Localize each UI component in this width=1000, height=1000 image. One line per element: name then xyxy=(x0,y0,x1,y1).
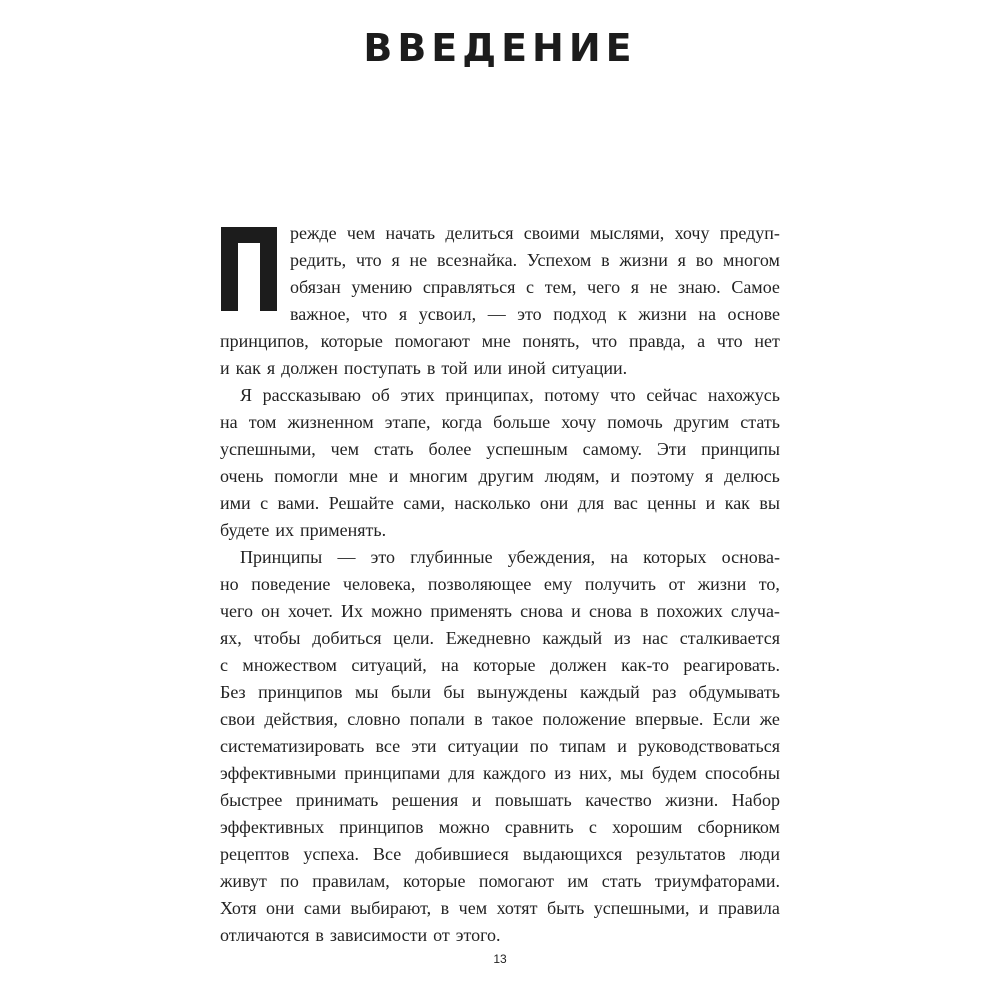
word: что xyxy=(591,331,618,351)
text-line xyxy=(220,625,780,652)
text-line xyxy=(220,544,780,571)
word: типам xyxy=(559,736,607,756)
word: к xyxy=(618,304,627,324)
word: или xyxy=(473,358,502,378)
page-number: 13 xyxy=(493,952,507,966)
word: редить, xyxy=(290,250,347,270)
word: многом xyxy=(722,250,780,270)
word: добившиеся xyxy=(415,844,509,864)
word: больше xyxy=(493,412,551,432)
word: принципов xyxy=(258,682,343,702)
word: и xyxy=(220,358,230,378)
word: принципов xyxy=(339,817,424,837)
word: Самое xyxy=(731,277,780,297)
word: жизни xyxy=(619,250,668,270)
word: применять. xyxy=(299,520,387,540)
word: как xyxy=(235,358,261,378)
word: этих xyxy=(400,385,435,405)
word: сейчас xyxy=(646,385,698,405)
word: должен xyxy=(549,655,607,675)
word: умению xyxy=(351,277,413,297)
word: вами. xyxy=(277,493,320,513)
word: этого. xyxy=(455,925,501,945)
word: помогают xyxy=(394,331,470,351)
text-line xyxy=(220,517,780,544)
word: жизненном xyxy=(287,412,374,432)
word: применять xyxy=(430,601,512,621)
word: быстрее xyxy=(220,790,283,810)
word: успешным xyxy=(486,439,568,459)
word: им xyxy=(567,871,589,891)
word: на xyxy=(220,412,238,432)
word: с xyxy=(260,493,269,513)
word: нет xyxy=(754,331,780,351)
word: хочу xyxy=(561,412,597,432)
word: ситуаций, xyxy=(351,655,427,675)
word: все xyxy=(375,736,401,756)
word: я xyxy=(391,250,400,270)
word: каждый xyxy=(579,682,640,702)
text-line xyxy=(220,652,780,679)
word: с xyxy=(220,655,228,675)
word: они xyxy=(540,493,569,513)
word: знаю. xyxy=(677,277,721,297)
word: добиться xyxy=(312,628,382,648)
word: глубинные xyxy=(410,547,493,567)
word: которые xyxy=(403,871,466,891)
word: чего xyxy=(220,601,253,621)
word: он xyxy=(261,601,280,621)
word: Решайте xyxy=(328,493,394,513)
word: тем, xyxy=(544,277,577,297)
word: в xyxy=(426,358,436,378)
word: подход xyxy=(553,304,607,324)
text-line xyxy=(220,409,780,436)
word: Все xyxy=(372,844,402,864)
word: цели. xyxy=(393,628,435,648)
word: в xyxy=(315,925,324,945)
word: правила xyxy=(718,898,780,918)
word: были xyxy=(390,682,431,702)
word: Я xyxy=(240,385,253,405)
word: них, xyxy=(579,763,612,783)
word: отличаются xyxy=(220,925,310,945)
word: быть xyxy=(546,898,585,918)
word: Если xyxy=(712,709,751,729)
word: в xyxy=(474,709,483,729)
word: делиться xyxy=(445,223,514,243)
word: позволяющее xyxy=(427,574,532,594)
word: помочь xyxy=(607,412,663,432)
word: что xyxy=(361,304,388,324)
word: успешными, xyxy=(593,898,690,918)
word: вас xyxy=(613,493,638,513)
word: той xyxy=(441,358,468,378)
word: но xyxy=(220,574,239,594)
word: как xyxy=(724,493,750,513)
word: такое xyxy=(491,709,534,729)
text-line xyxy=(220,814,780,841)
word: и xyxy=(705,493,716,513)
text-line xyxy=(220,490,780,517)
word: своими xyxy=(523,223,580,243)
word: не xyxy=(409,250,428,270)
word: нахожусь xyxy=(707,385,780,405)
word: поэтому xyxy=(630,466,695,486)
word: и xyxy=(471,790,482,810)
word: стать xyxy=(740,412,780,432)
word: Ежедневно xyxy=(445,628,531,648)
word: ими xyxy=(220,493,251,513)
word: из xyxy=(554,763,571,783)
word: что xyxy=(355,250,382,270)
word: эффективными xyxy=(220,763,337,783)
word: ситуации xyxy=(447,736,519,756)
word: реагировать. xyxy=(683,655,780,675)
word: я xyxy=(704,466,714,486)
word: жизни xyxy=(638,304,687,324)
word: с xyxy=(526,277,535,297)
word: хочу xyxy=(674,223,710,243)
word: рассказываю xyxy=(262,385,361,405)
word: вынуждены xyxy=(477,682,568,702)
word: похожих xyxy=(656,601,723,621)
text-line xyxy=(220,706,780,733)
word: впервые. xyxy=(635,709,704,729)
word: Принципы xyxy=(240,547,323,567)
word: жизни. xyxy=(665,790,719,810)
word: поведение xyxy=(251,574,331,594)
word: принципы xyxy=(701,439,780,459)
word: правилам, xyxy=(312,871,390,891)
word: эти xyxy=(411,736,437,756)
body-text xyxy=(220,220,780,949)
word: можно xyxy=(438,817,490,837)
word: успешными, xyxy=(220,439,316,459)
word: попали xyxy=(409,709,465,729)
word: триумфаторами. xyxy=(654,871,780,891)
word: Набор xyxy=(731,790,780,810)
word: выдающихся xyxy=(522,844,623,864)
word: начать xyxy=(385,223,436,243)
word: и xyxy=(699,898,709,918)
word: стать xyxy=(601,871,642,891)
text-line xyxy=(220,571,780,598)
word: и xyxy=(610,466,620,486)
word: снова xyxy=(588,601,632,621)
word: на xyxy=(441,655,459,675)
word: чем xyxy=(458,898,488,918)
text-line xyxy=(220,787,780,814)
word: вы xyxy=(759,493,780,513)
word: стать xyxy=(373,439,414,459)
word: от xyxy=(668,574,686,594)
word: от xyxy=(433,925,450,945)
word: убеждения, xyxy=(507,547,596,567)
word: другим xyxy=(478,466,534,486)
word: справляться xyxy=(422,277,516,297)
word: а xyxy=(697,331,706,351)
word: выбирают, xyxy=(350,898,432,918)
word: зависимости xyxy=(329,925,428,945)
text-line xyxy=(220,922,780,949)
word: сами xyxy=(303,898,342,918)
word: по xyxy=(280,871,299,891)
word: получить xyxy=(584,574,656,594)
word: этапе, xyxy=(384,412,431,432)
word: том xyxy=(248,412,277,432)
word: людям, xyxy=(544,466,600,486)
word: ях, xyxy=(220,628,242,648)
word: чтобы xyxy=(253,628,301,648)
word: и xyxy=(388,466,399,486)
word: чем xyxy=(330,439,360,459)
word: делюсь xyxy=(724,466,780,486)
word: для xyxy=(577,493,605,513)
word: об xyxy=(371,385,390,405)
word: я xyxy=(398,304,408,324)
word: бы xyxy=(443,682,465,702)
word: основе xyxy=(727,304,780,324)
word: хорошим xyxy=(612,817,683,837)
word: не xyxy=(649,277,668,297)
text-line xyxy=(220,598,780,625)
word: Успехом xyxy=(526,250,592,270)
word: Хотя xyxy=(220,898,257,918)
word: способны xyxy=(704,763,780,783)
word: в xyxy=(639,601,649,621)
word: я xyxy=(630,277,640,297)
word: обязан xyxy=(290,277,341,297)
word: положение xyxy=(542,709,626,729)
word: когда xyxy=(441,412,483,432)
word: с xyxy=(588,817,597,837)
word: которых xyxy=(643,547,707,567)
word: на xyxy=(610,547,628,567)
word: раз xyxy=(652,682,677,702)
word: эффективных xyxy=(220,817,325,837)
text-line xyxy=(220,328,780,355)
text-line xyxy=(220,733,780,760)
word: что xyxy=(609,385,636,405)
word: чего xyxy=(587,277,621,297)
word: усвоил, xyxy=(418,304,477,324)
word: и xyxy=(571,601,581,621)
word: успеха. xyxy=(303,844,359,864)
word: можно xyxy=(371,601,423,621)
word: каждого xyxy=(482,763,546,783)
word: помогают xyxy=(478,871,554,891)
word: чем xyxy=(346,223,376,243)
word: по xyxy=(529,736,549,756)
word: для xyxy=(448,763,475,783)
word: это xyxy=(517,304,542,324)
word: люди xyxy=(739,844,780,864)
text-line xyxy=(220,868,780,895)
word: более xyxy=(428,439,472,459)
text-line xyxy=(220,841,780,868)
word: которые xyxy=(473,655,536,675)
word: насколько xyxy=(454,493,531,513)
word: поступать xyxy=(343,358,421,378)
text-line xyxy=(220,760,780,787)
word: сборником xyxy=(697,817,780,837)
word: Эти xyxy=(656,439,687,459)
word: должен xyxy=(281,358,338,378)
word: правда, xyxy=(628,331,686,351)
word: результатов xyxy=(636,844,726,864)
word: режде xyxy=(290,223,337,243)
word: я xyxy=(266,358,276,378)
word: это xyxy=(370,547,396,567)
word: мне xyxy=(481,331,511,351)
word: сравнить xyxy=(504,817,574,837)
word: мне xyxy=(348,466,378,486)
word: сталкивается xyxy=(679,628,780,648)
word: повышать xyxy=(495,790,572,810)
text-line xyxy=(220,679,780,706)
word: случа- xyxy=(730,601,780,621)
word: очень xyxy=(220,466,264,486)
word: свои xyxy=(220,709,255,729)
word: человека, xyxy=(342,574,416,594)
word: Без xyxy=(220,682,246,702)
word: мыслями, xyxy=(590,223,665,243)
word: принципами xyxy=(344,763,441,783)
word: нас xyxy=(642,628,669,648)
word: многим xyxy=(409,466,468,486)
word: ситуации. xyxy=(551,358,628,378)
word: основа- xyxy=(721,547,780,567)
word: предуп- xyxy=(719,223,780,243)
word: иной xyxy=(507,358,546,378)
word: хочет. xyxy=(287,601,333,621)
word: они xyxy=(266,898,295,918)
word: принимать xyxy=(295,790,379,810)
word: — xyxy=(487,304,506,324)
word: решения xyxy=(391,790,459,810)
word: сами, xyxy=(403,493,445,513)
word: я xyxy=(677,250,686,270)
word: мы xyxy=(354,682,379,702)
text-line xyxy=(220,247,780,274)
word: в xyxy=(440,898,450,918)
word: систематизировать xyxy=(220,736,365,756)
word: хотят xyxy=(496,898,538,918)
word: снова xyxy=(520,601,563,621)
word: жизни xyxy=(697,574,747,594)
word: потому xyxy=(544,385,600,405)
word: принципов, xyxy=(220,331,309,351)
word: понять, xyxy=(522,331,580,351)
word: то, xyxy=(758,574,780,594)
word: действия, xyxy=(264,709,338,729)
word: будем xyxy=(651,763,697,783)
word: принципах, xyxy=(445,385,534,405)
text-line xyxy=(220,463,780,490)
text-line xyxy=(220,382,780,409)
word: самому. xyxy=(582,439,642,459)
word: каждый xyxy=(542,628,603,648)
word: их xyxy=(275,520,294,540)
word: Их xyxy=(341,601,363,621)
word: помогли xyxy=(274,466,339,486)
word: ему xyxy=(543,574,573,594)
word: будете xyxy=(220,520,270,540)
word: множеством xyxy=(242,655,337,675)
word: живут xyxy=(220,871,267,891)
word: как-то xyxy=(621,655,669,675)
text-line xyxy=(220,895,780,922)
word: руководствоваться xyxy=(638,736,780,756)
word: другим xyxy=(673,412,730,432)
word: которые xyxy=(320,331,383,351)
word: на xyxy=(698,304,716,324)
text-line xyxy=(220,220,780,247)
word: рецептов xyxy=(220,844,290,864)
word: же xyxy=(759,709,780,729)
word: качество xyxy=(585,790,652,810)
text-line xyxy=(220,274,780,301)
text-line xyxy=(220,436,780,463)
word: словно xyxy=(347,709,401,729)
word: из xyxy=(613,628,631,648)
word: и xyxy=(617,736,627,756)
word: всезнайка. xyxy=(436,250,518,270)
word: важное, xyxy=(290,304,351,324)
word: мы xyxy=(620,763,644,783)
text-line xyxy=(220,355,780,382)
text-line xyxy=(220,301,780,328)
word: — xyxy=(337,547,356,567)
chapter-title: ВВЕДЕНИЕ xyxy=(363,26,637,70)
word: что xyxy=(716,331,743,351)
word: обдумывать xyxy=(688,682,780,702)
word: ценны xyxy=(647,493,697,513)
word: во xyxy=(695,250,714,270)
word: в xyxy=(601,250,610,270)
